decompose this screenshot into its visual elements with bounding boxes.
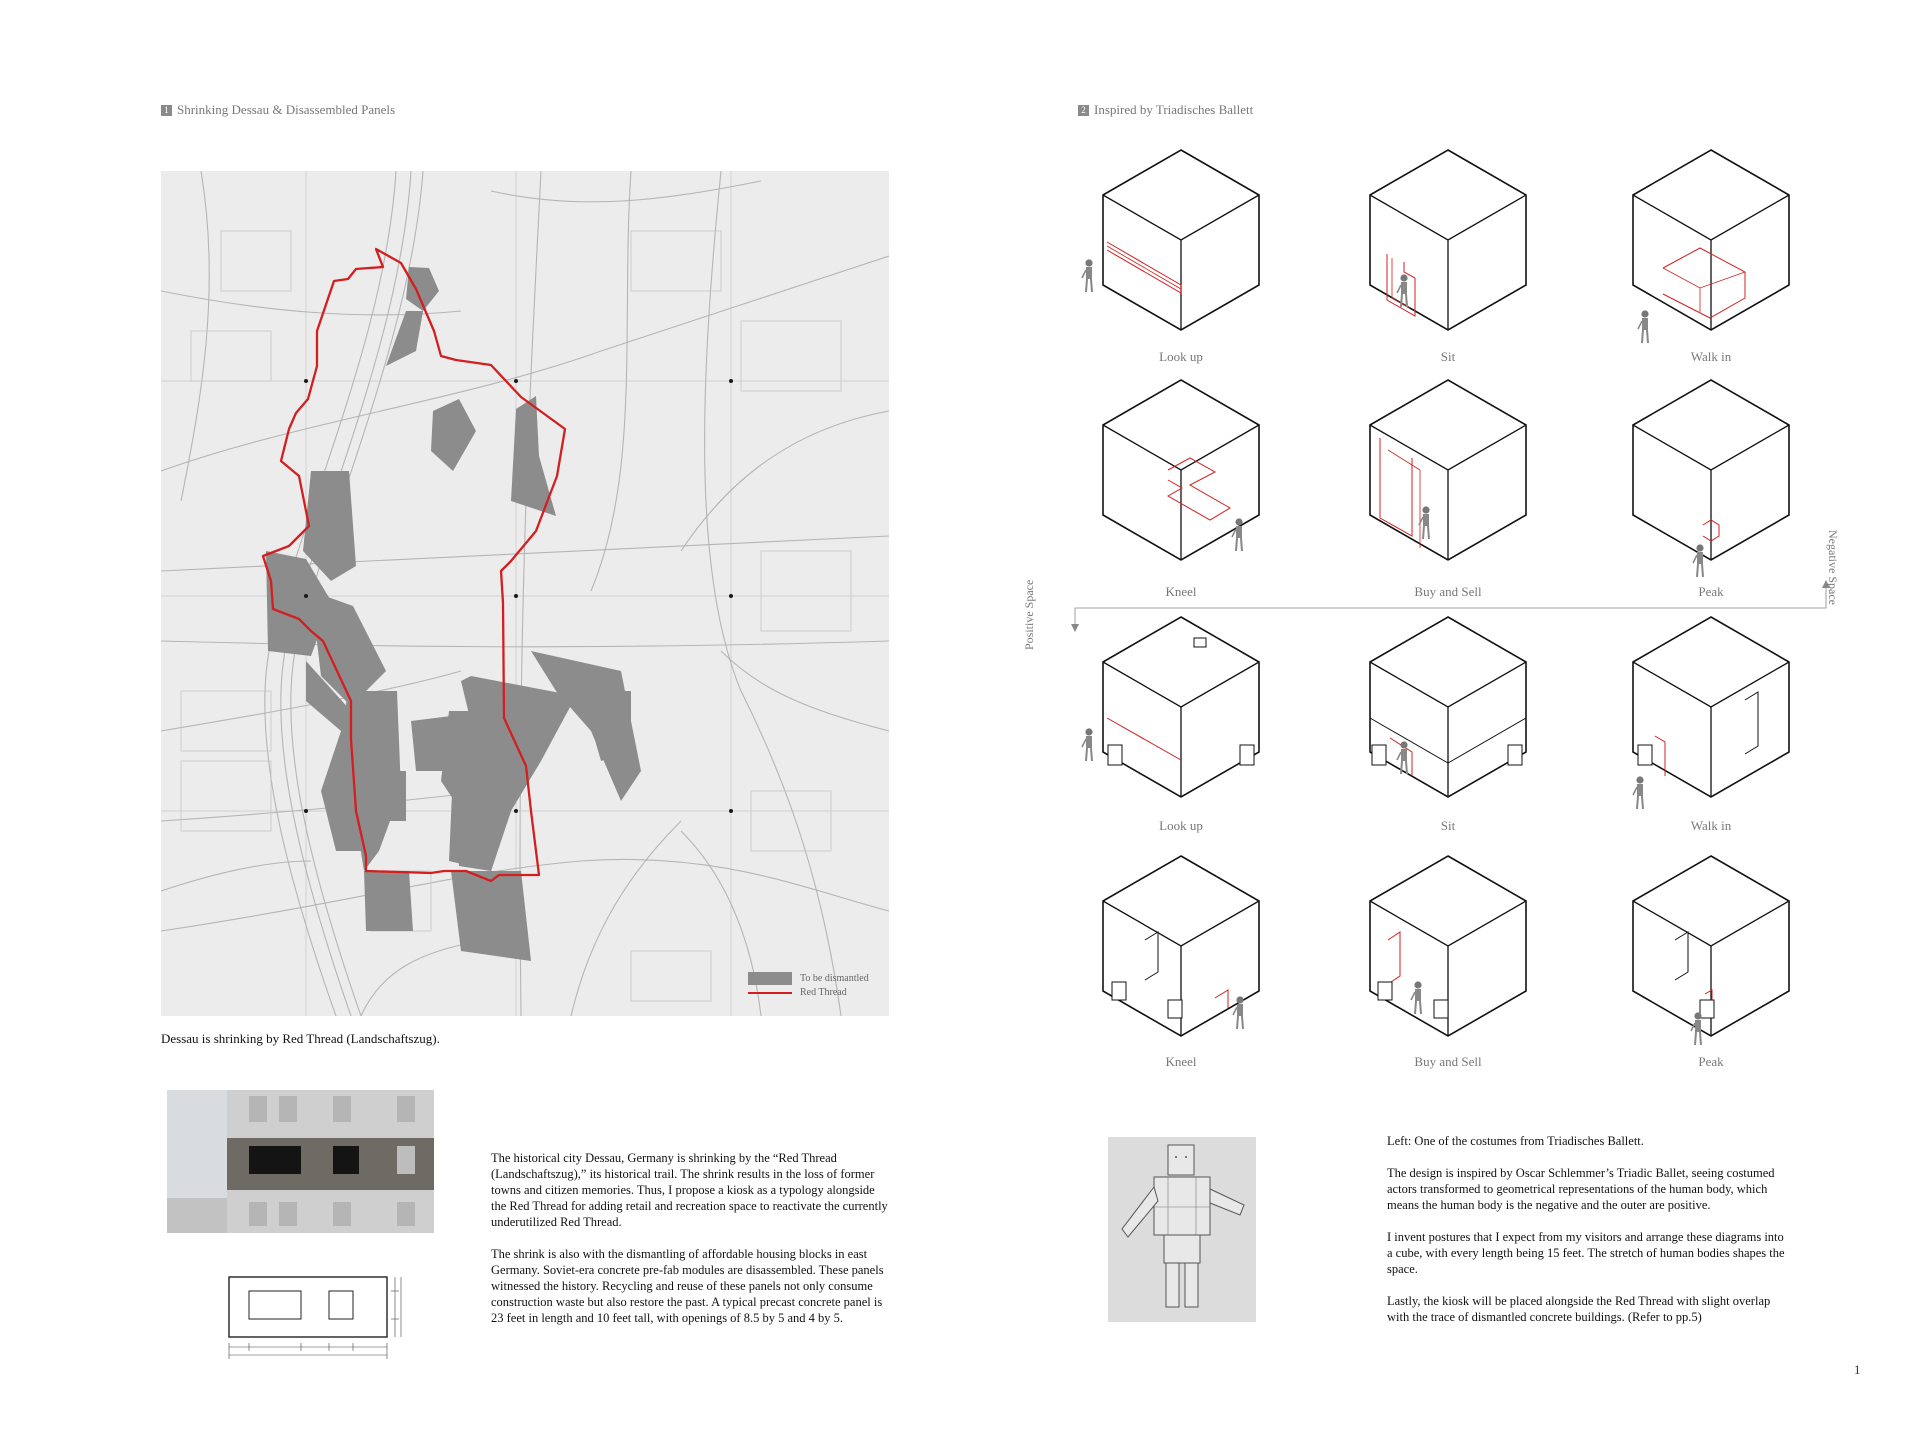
cube-look-up-positive	[1082, 150, 1259, 330]
dessau-paragraph-1: The historical city Dessau, Germany is shrinking by the “Red Thread (Landschaftszug),” its historical trail. The shrink results in the loss of former towns and citizen memories. Thus, I propose a kiosk as a typology alongside the Red Thread for adding retail and recreation space to reactivate the currently underutilized Red Thread.	[491, 1151, 888, 1229]
section-title: Shrinking Dessau & Disassembled Panels	[177, 102, 396, 117]
cube-sit-positive	[1370, 150, 1526, 330]
cube-peak-positive	[1633, 380, 1789, 577]
ballet-paragraph-1: The design is inspired by Oscar Schlemmer’s Triadic Ballet, seeing costumed actors transformed to geometrical representations of the human body, which means the human body is the negative and the outer are positive.	[1387, 1166, 1775, 1212]
map-caption: Dessau is shrinking by Red Thread (Landschaftszug).	[161, 1031, 440, 1046]
label-buy-and-sell-2: Buy and Sell	[1414, 1054, 1482, 1069]
label-walk-in: Walk in	[1690, 349, 1732, 364]
label-look-up-2: Look up	[1159, 818, 1203, 833]
label-kneel: Kneel	[1165, 584, 1197, 599]
cube-kneel-negative	[1103, 856, 1259, 1036]
label-buy-and-sell: Buy and Sell	[1414, 584, 1482, 599]
ballet-paragraph-3: Lastly, the kiosk will be placed alongside the Red Thread with slight overlap with the trace of dismantled concrete buildings. (Refer to pp.5)	[1387, 1294, 1771, 1324]
legend-red-thread-label: Red Thread	[800, 987, 847, 998]
dessau-paragraph-2: The shrink is also with the dismantling of affordable housing blocks in east Germany. Soviet-era concrete pre-fab modules are disassembled. These panels witnessed the history. Recycling and reuse of these panels not only consume construction waste but also restore the past. A typical precast concrete panel is 23 feet in length and 10 feet tall, with openings of 8.5 by 5 and 4 by 5.	[491, 1247, 884, 1325]
ballet-paragraph-2: I invent postures that I expect from my visitors and arrange these diagrams into a cube, with every length being 15 feet. The stretch of human bodies shapes the space.	[1387, 1230, 1785, 1276]
cube-sit-negative	[1370, 617, 1526, 797]
positive-arrow	[1071, 624, 1079, 632]
negative-space-label: Negative Space	[1826, 530, 1840, 605]
triadic-costume-image	[1108, 1137, 1256, 1322]
cube-look-up-negative	[1082, 617, 1259, 797]
ballet-description	[1387, 1133, 1787, 1341]
cube-walk-in-positive	[1633, 150, 1789, 343]
cube-buy-and-sell-positive	[1370, 380, 1526, 560]
cube-kneel-positive	[1103, 380, 1259, 560]
page-number: 1	[1854, 1362, 1861, 1377]
cube-walk-in-negative	[1633, 617, 1789, 809]
cube-buy-and-sell-negative	[1370, 856, 1526, 1036]
label-peak: Peak	[1698, 584, 1724, 599]
label-look-up: Look up	[1159, 349, 1203, 364]
section-number: 2	[1078, 105, 1089, 116]
cube-peak-negative	[1633, 856, 1789, 1045]
label-kneel-2: Kneel	[1165, 1054, 1197, 1069]
section-number: 1	[161, 105, 172, 116]
label-sit-2: Sit	[1440, 818, 1456, 833]
legend-dismantled-label: To be dismantled	[800, 973, 869, 984]
label-sit: Sit	[1440, 349, 1456, 364]
label-peak-2: Peak	[1698, 1054, 1724, 1069]
section-title: Inspired by Triadisches Ballett	[1094, 102, 1254, 117]
label-walk-in-2: Walk in	[1690, 818, 1732, 833]
positive-space-label: Positive Space	[1022, 579, 1036, 650]
costume-caption: Left: One of the costumes from Triadisches Ballett.	[1387, 1134, 1644, 1148]
